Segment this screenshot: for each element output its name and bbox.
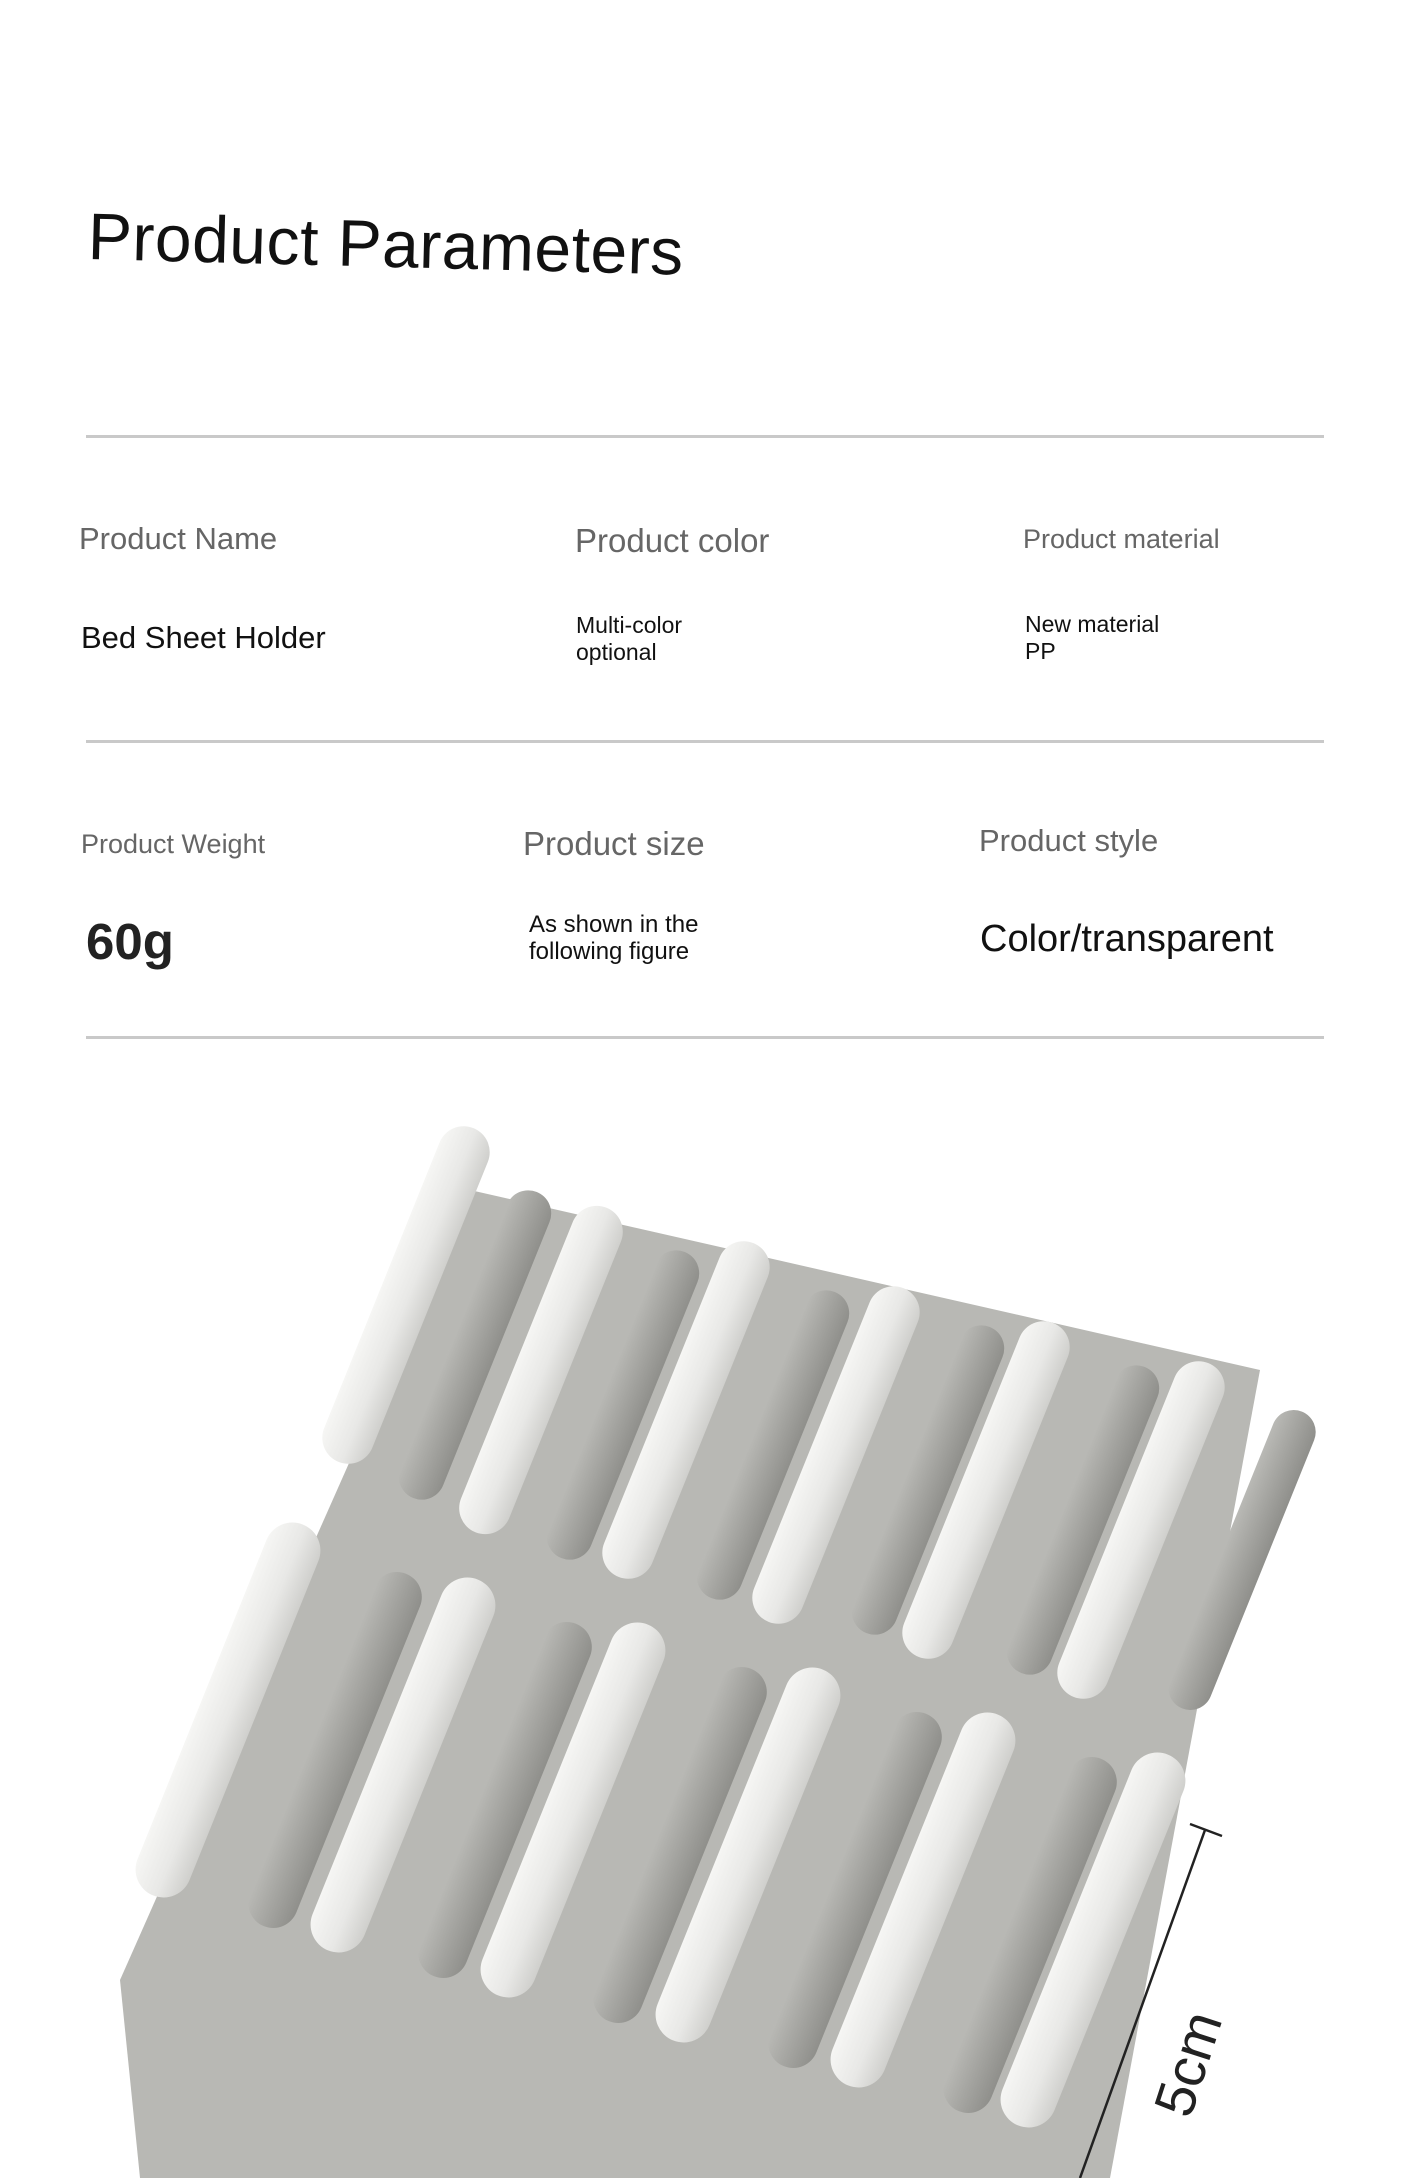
param-value-line: As shown in the xyxy=(529,911,699,938)
param-label-product-weight: Product Weight xyxy=(81,829,266,859)
param-value-line: optional xyxy=(576,639,657,665)
param-label-product-name: Product Name xyxy=(79,521,278,556)
param-value-product-material xyxy=(1025,611,1159,665)
param-label-product-color: Product color xyxy=(575,522,770,559)
param-label-product-style: Product style xyxy=(979,823,1159,858)
param-value-line: following figure xyxy=(529,938,690,965)
divider xyxy=(86,740,1324,743)
page-title: Product Parameters xyxy=(87,199,685,289)
product-photo xyxy=(0,1100,1407,2178)
param-label-product-material: Product material xyxy=(1023,524,1220,554)
dimension-label: 5cm xyxy=(1141,2003,1235,2124)
param-value-line: New material xyxy=(1025,611,1160,637)
param-value-product-weight: 60g xyxy=(86,913,174,970)
param-value-product-style: Color/transparent xyxy=(980,918,1274,960)
divider xyxy=(86,1036,1324,1039)
param-value-product-size xyxy=(529,911,698,965)
divider xyxy=(86,435,1324,438)
param-value-product-name: Bed Sheet Holder xyxy=(81,620,326,655)
param-value-line: Multi-color xyxy=(576,612,683,638)
param-value-line: PP xyxy=(1025,638,1056,664)
param-value-product-color xyxy=(576,612,682,666)
param-label-product-size: Product size xyxy=(523,825,705,862)
